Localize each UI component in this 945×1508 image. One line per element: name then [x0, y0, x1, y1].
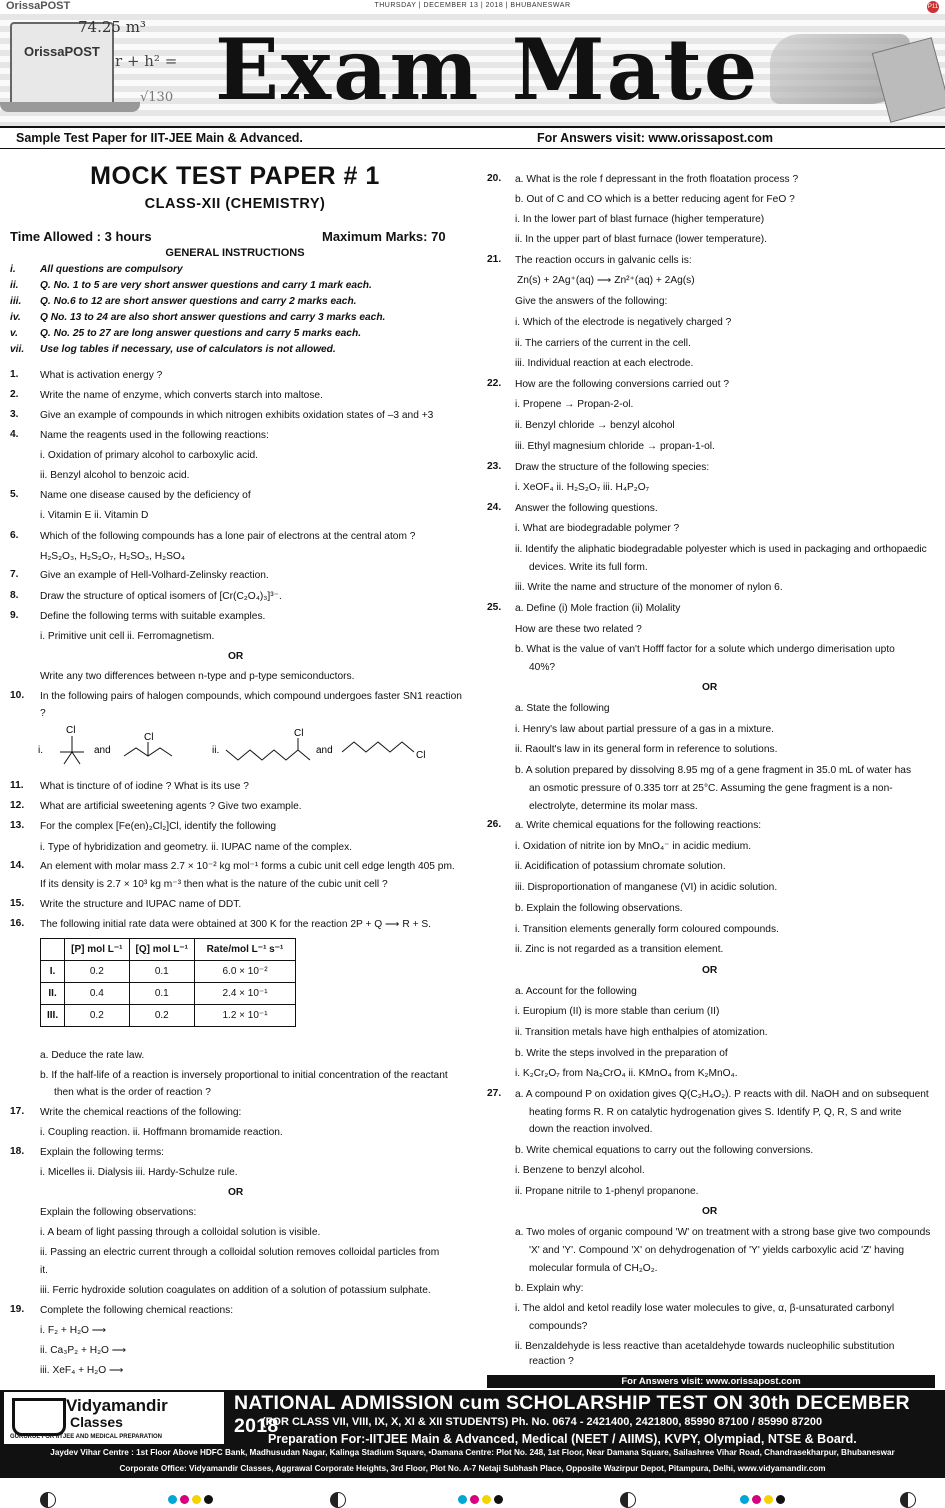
- color-swatch-icon: [180, 1495, 189, 1504]
- question-text: Write the structure and IUPAC name of DDT.: [40, 899, 242, 910]
- question-number: 6.: [10, 530, 19, 541]
- question-text: i. The aldol and ketol readily lose water molecules to give, α, β-unsaturated carbonyl: [515, 1303, 895, 1314]
- question-number: 18.: [10, 1146, 25, 1157]
- question-number: 16.: [10, 918, 25, 929]
- table-cell: II.: [41, 983, 65, 1005]
- question-number: 3.: [10, 409, 19, 420]
- subtitle-right: For Answers visit: www.orissapost.com: [537, 131, 773, 145]
- color-swatch-icon: [204, 1495, 213, 1504]
- question-text: i. Transition elements generally form coloured compounds.: [515, 924, 779, 935]
- question-number: 13.: [10, 820, 25, 831]
- instruction-text: All questions are compulsory: [40, 264, 183, 275]
- question-text: down the reaction involved.: [529, 1124, 653, 1135]
- question-number: 11.: [10, 780, 24, 791]
- exam-mate-banner: [0, 14, 945, 126]
- table-cell: 1.2 × 10⁻¹: [195, 1005, 296, 1027]
- question-text: an osmotic pressure of 0.335 torr at 25°C. Assuming the gene fragment is a non-: [529, 783, 893, 794]
- question-text: Write any two differences between n-type and p-type semiconductors.: [40, 671, 355, 682]
- question-text: molecular formula of CH₂O₂.: [529, 1263, 658, 1274]
- color-swatch-icon: [494, 1495, 503, 1504]
- instruction-number: i.: [10, 264, 16, 275]
- question-text: ii. Benzyl alcohol to benzoic acid.: [40, 470, 190, 481]
- question-text: i. Which of the electrode is negatively charged ?: [515, 317, 732, 328]
- rate-data-table: [40, 938, 296, 1027]
- laptop-base-icon: [0, 102, 140, 112]
- question-text: electrolyte, determine its molar mass.: [529, 801, 698, 812]
- question-text: ii. Benzyl chloride → benzyl alcohol: [515, 420, 675, 431]
- question-number: 21.: [487, 254, 502, 265]
- vidyamandir-logo: [4, 1392, 224, 1444]
- class-subject: CLASS-XII (CHEMISTRY): [144, 196, 326, 212]
- subtitle-left: Sample Test Paper for IIT-JEE Main & Advanced.: [16, 131, 303, 145]
- top-strip: [0, 0, 945, 14]
- table-cell: III.: [41, 1005, 65, 1027]
- question-text: i. In the lower part of blast furnace (higher temperature): [515, 214, 765, 225]
- question-number: 9.: [10, 610, 19, 621]
- ad-classes-phone: (FOR CLASS VII, VIII, IX, X, XI & XII STUDENTS) Ph. No. 0674 - 2421400, 2421800, 85990 87100 / 85990 87200: [262, 1416, 823, 1428]
- instruction-number: v.: [10, 328, 18, 339]
- question-text: 40%?: [529, 662, 556, 673]
- question-number: 27.: [487, 1088, 502, 1099]
- question-text: i. XeOF₄ ii. H₂S₂O₇ iii. H₄P₂O₇: [515, 482, 650, 493]
- secondary-alkyl-chloride-structure: [226, 738, 310, 760]
- q10-label: i.: [38, 745, 43, 756]
- table-row: [41, 983, 296, 1005]
- subtitle-bar: [0, 126, 945, 149]
- primary-alkyl-chloride-structure: [342, 742, 414, 752]
- instruction-number: vii.: [10, 344, 25, 355]
- question-text: An element with molar mass 2.7 × 10⁻² kg mol⁻¹ forms a cubic unit cell edge length 405 pm.: [40, 861, 455, 872]
- question-text: Zn(s) + 2Ag⁺(aq) ⟶ Zn²⁺(aq) + 2Ag(s): [517, 275, 695, 286]
- brand-name: Vidyamandir: [66, 1396, 168, 1415]
- table-header-cell: Rate/mol L⁻¹ s⁻¹: [195, 939, 296, 961]
- question-number: 15.: [10, 898, 25, 909]
- ad-address: Jaydev Vihar Centre : 1st Floor Above HDFC Bank, Madhusudan Nagar, Kalinga Stadium Square, •Damana Centre: Plot No. 248, 1st Floor, Near Damana Square, Sailashree Vihar Road, Chandrasekharpur, Bhubaneswar: [50, 1448, 895, 1457]
- question-text: b. Explain the following observations.: [515, 903, 683, 914]
- question-text: Name the reagents used in the following reactions:: [40, 430, 269, 441]
- q10-label: ii.: [212, 745, 220, 756]
- question-text: iii. Disproportionation of manganese (VI) in acidic solution.: [515, 882, 778, 893]
- question-text: b. What is the value of van't Hofff factor for a solute which undergo dimerisation upto: [515, 644, 895, 655]
- question-text: b. Write the steps involved in the preparation of: [515, 1048, 728, 1059]
- registration-target-icon: [330, 1492, 346, 1508]
- question-text: a. State the following: [515, 703, 610, 714]
- question-text: iii. XeF₄ + H₂O ⟶: [40, 1365, 124, 1376]
- question-text: Explain the following observations:: [40, 1207, 197, 1218]
- table-cell: 0.1: [129, 983, 195, 1005]
- question-text: i. K₂Cr₂O₇ from Na₂CrO₄ ii. KMnO₄ from K₂MnO₄.: [515, 1068, 738, 1079]
- instruction-text: Q. No. 1 to 5 are very short answer questions and carry 1 mark each.: [40, 280, 372, 291]
- question-text: i. Oxidation of nitrite ion by MnO₄⁻ in acidic medium.: [515, 841, 752, 852]
- color-swatch-icon: [470, 1495, 479, 1504]
- table-cell: 2.4 × 10⁻¹: [195, 983, 296, 1005]
- question-number: 22.: [487, 378, 502, 389]
- question-text: Answer the following questions.: [515, 503, 658, 514]
- table-cell: 0.2: [65, 961, 129, 983]
- question-number: 2.: [10, 389, 19, 400]
- question-text: it.: [40, 1265, 48, 1276]
- color-swatch-icon: [168, 1495, 177, 1504]
- question-text: What is activation energy ?: [40, 370, 163, 381]
- question-text: i. Micelles ii. Dialysis iii. Hardy-Schulze rule.: [40, 1167, 238, 1178]
- question-text: ii. Identify the aliphatic biodegradable polyester which is used in packaging and orthopaedic: [515, 544, 927, 555]
- table-header-cell: [P] mol L⁻¹: [65, 939, 129, 961]
- question-text: For the complex [Fe(en)₂Cl₂]Cl, identify the following: [40, 821, 277, 832]
- question-text: heating forms R. R on catalytic hydrogenation gives S. Identify P, Q, R, S and write: [529, 1107, 902, 1118]
- question-text: a. What is the role f depressant in the froth floatation process ?: [515, 174, 799, 185]
- question-text: OR: [702, 1206, 718, 1217]
- question-text: then what is the order of reaction ?: [54, 1087, 211, 1098]
- color-swatch-icon: [764, 1495, 773, 1504]
- question-number: 8.: [10, 590, 19, 601]
- paper-title: MOCK TEST PAPER # 1: [90, 162, 380, 190]
- question-text: Define the following terms with suitable examples.: [40, 611, 266, 622]
- question-text: The following initial rate data were obtained at 300 K for the reaction 2P + Q ⟶ R + S.: [40, 919, 432, 930]
- color-swatch-icon: [458, 1495, 467, 1504]
- question-text: i. F₂ + H₂O ⟶: [40, 1325, 107, 1336]
- question-text: devices. Write its full form.: [529, 562, 648, 573]
- question-text: a. Account for the following: [515, 986, 637, 997]
- question-text: a. Two moles of organic compound 'W' on treatment with a strong base give two compounds: [515, 1227, 931, 1238]
- question-text: Give the answers of the following:: [515, 296, 668, 307]
- question-text: a. Define (i) Mole fraction (ii) Molality: [515, 603, 681, 614]
- question-number: 26.: [487, 819, 502, 830]
- question-text: What is tincture of of iodine ? What is its use ?: [40, 781, 249, 792]
- chlorine-label: Cl: [144, 732, 154, 743]
- question-number: 7.: [10, 569, 19, 580]
- q10-label: and: [316, 745, 333, 756]
- question-text: iii. Write the name and structure of the monomer of nylon 6.: [515, 582, 783, 593]
- question-text: b. Explain why:: [515, 1283, 584, 1294]
- question-number: 17.: [10, 1106, 25, 1117]
- question-text: iii. Ethyl magnesium chloride → propan-1-ol.: [515, 441, 715, 452]
- color-swatch-icon: [776, 1495, 785, 1504]
- question-number: 19.: [10, 1304, 25, 1315]
- color-swatch-icon: [482, 1495, 491, 1504]
- question-text: Explain the following terms:: [40, 1147, 165, 1158]
- registration-target-icon: [620, 1492, 636, 1508]
- question-text: Give an example of Hell-Volhard-Zelinsky reaction.: [40, 570, 269, 581]
- table-row: [41, 1005, 296, 1027]
- time-allowed: Time Allowed : 3 hours: [10, 229, 152, 244]
- question-text: ii. Raoult's law in its general form in reference to solutions.: [515, 744, 778, 755]
- question-text: i. Vitamin E ii. Vitamin D: [40, 510, 149, 521]
- question-text: Complete the following chemical reactions:: [40, 1305, 234, 1316]
- question-text: Give an example of compounds in which nitrogen exhibits oxidation states of –3 and +3: [40, 410, 434, 421]
- question-text: If its density is 2.7 × 10³ kg m⁻³ then what is the nature of the cubic unit cell ?: [40, 879, 388, 890]
- table-cell: 0.4: [65, 983, 129, 1005]
- question-text: ii. Propane nitrile to 1-phenyl propanone.: [515, 1186, 699, 1197]
- question-text: ii. Acidification of potassium chromate solution.: [515, 861, 726, 872]
- question-number: 25.: [487, 602, 502, 613]
- instruction-text: Q. No.6 to 12 are short answer questions and carry 2 marks each.: [40, 296, 357, 307]
- tert-butyl-chloride-structure: [60, 736, 84, 764]
- question-text: ii. Ca₃P₂ + H₂O ⟶: [40, 1345, 127, 1356]
- answers-bar: For Answers visit: www.orissapost.com: [487, 1375, 935, 1388]
- instruction-number: iv.: [10, 312, 21, 323]
- question-text: ii. In the upper part of blast furnace (lower temperature).: [515, 234, 767, 245]
- question-number: 14.: [10, 860, 25, 871]
- question-number: 10.: [10, 690, 25, 701]
- question-number: 12.: [10, 800, 25, 811]
- question-text: i. Type of hybridization and geometry. ii. IUPAC name of the complex.: [40, 842, 352, 853]
- question-text: In the following pairs of halogen compounds, which compound undergoes faster SN1 reaction: [40, 691, 462, 702]
- question-text: i. Coupling reaction. ii. Hoffmann bromamide reaction.: [40, 1127, 283, 1138]
- chlorine-label: Cl: [66, 725, 76, 736]
- ad-headline: NATIONAL ADMISSION cum SCHOLARSHIP TEST ON 30th DECEMBER 2018: [234, 1392, 910, 1437]
- question-text: i. Benzene to benzyl alcohol.: [515, 1165, 645, 1176]
- question-text: i. Henry's law about partial pressure of a gas in a mixture.: [515, 724, 775, 735]
- question-text: How are these two related ?: [515, 624, 642, 635]
- maximum-marks: Maximum Marks: 70: [322, 229, 446, 244]
- question-text: What are artificial sweetening agents ? Give two example.: [40, 801, 302, 812]
- table-header-cell: [41, 939, 65, 961]
- question-text: a. Write chemical equations for the following reactions:: [515, 820, 762, 831]
- question-text: OR: [228, 1187, 244, 1198]
- question-text: The reaction occurs in galvanic cells is:: [515, 255, 692, 266]
- question-text: i. A beam of light passing through a colloidal solution is visible.: [40, 1227, 321, 1238]
- edition-date: THURSDAY | DECEMBER 13 | 2018 | BHUBANESWAR: [374, 2, 571, 9]
- brand-tagline: GURUKUL FOR IITJEE AND MEDICAL PREPARATION: [10, 1434, 163, 1440]
- question-text: How are the following conversions carried out ?: [515, 379, 730, 390]
- question-text: Which of the following compounds has a lone pair of electrons at the central atom ?: [40, 531, 416, 542]
- calculator-icon: [872, 37, 945, 123]
- question-text: i. What are biodegradable polymer ?: [515, 523, 680, 534]
- instructions-title: GENERAL INSTRUCTIONS: [165, 247, 305, 259]
- question-text: ?: [40, 708, 46, 719]
- question-text: ii. Transition metals have high enthalpies of atomization.: [515, 1027, 768, 1038]
- question-text: b. Out of C and CO which is a better reducing agent for FeO ?: [515, 194, 795, 205]
- table-cell: I.: [41, 961, 65, 983]
- question-text: i. Primitive unit cell ii. Ferromagnetism.: [40, 631, 215, 642]
- table-row: [41, 961, 296, 983]
- color-swatch-icon: [192, 1495, 201, 1504]
- question-text: iii. Ferric hydroxide solution coagulates on addition of a solution of potassium sulphate.: [40, 1285, 431, 1296]
- question-text: b. If the half-life of a reaction is inversely proportional to initial concentration of the reactant: [40, 1070, 448, 1081]
- chlorine-label: Cl: [416, 750, 426, 761]
- registration-target-icon: [900, 1492, 916, 1508]
- instruction-number: ii.: [10, 280, 19, 291]
- question-text: compounds?: [529, 1321, 588, 1332]
- question-text: OR: [702, 682, 718, 693]
- instruction-number: iii.: [10, 296, 22, 307]
- question-text: 'X' and 'Y'. Compound 'X' on dehydrogenation of 'Y' yields carboxylic acid 'Z' having: [529, 1245, 905, 1256]
- question-number: 4.: [10, 429, 19, 440]
- registration-target-icon: [40, 1492, 56, 1508]
- chlorine-label: Cl: [294, 728, 304, 739]
- q10-label: and: [94, 745, 111, 756]
- vidyamandir-advert: [0, 1390, 945, 1478]
- question-text: Write the chemical reactions of the following:: [40, 1107, 242, 1118]
- question-text: Write the name of enzyme, which converts starch into maltose.: [40, 390, 323, 401]
- question-number: 24.: [487, 502, 502, 513]
- question-text: i. Propene → Propan-2-ol.: [515, 399, 634, 410]
- banner-formula: √130: [140, 90, 174, 105]
- masthead-logo: OrissaPOST: [6, 0, 71, 12]
- brand-name: Classes: [70, 1414, 123, 1430]
- question-number: 1.: [10, 369, 19, 380]
- table-cell: 6.0 × 10⁻²: [195, 961, 296, 983]
- question-text: i. Oxidation of primary alcohol to carboxylic acid.: [40, 450, 258, 461]
- question-text: a. Deduce the rate law.: [40, 1050, 145, 1061]
- table-cell: 0.1: [129, 961, 195, 983]
- question-text: OR: [228, 651, 244, 662]
- question-text: H₂S₂O₃, H₂S₂O₇, H₂SO₃, H₂SO₄: [40, 551, 185, 562]
- secondary-chloride-structure: [124, 742, 172, 756]
- question-number: 20.: [487, 173, 502, 184]
- ad-preparation: Preparation For:-IITJEE Main & Advanced, Medical (NEET / AIIMS), KVPY, Olympiad, NTSE & Board.: [268, 1432, 857, 1446]
- question-text: i. Europium (II) is more stable than cerium (II): [515, 1006, 720, 1017]
- question-text: ii. Zinc is not regarded as a transition element.: [515, 944, 724, 955]
- question-text: a. A compound P on oxidation gives Q(C₂H₄O₂). P reacts with dil. NaOH and on subsequent: [515, 1089, 929, 1100]
- instruction-text: Use log tables if necessary, use of calculators is not allowed.: [40, 344, 336, 355]
- banner-title: Exam Mate: [215, 20, 760, 119]
- question-text: OR: [702, 965, 718, 976]
- color-swatch-icon: [752, 1495, 761, 1504]
- table-cell: 0.2: [129, 1005, 195, 1027]
- laptop-screen-logo: OrissaPOST: [24, 44, 100, 59]
- question-text: Name one disease caused by the deficiency of: [40, 490, 251, 501]
- question-text: Draw the structure of optical isomers of [Cr(C₂O₄)₃]³⁻.: [40, 591, 282, 602]
- question-text: ii. Passing an electric current through a colloidal solution removes colloidal particles from: [40, 1247, 440, 1258]
- question-text: Draw the structure of the following species:: [515, 462, 710, 473]
- question-text: b. A solution prepared by dissolving 8.95 mg of a gene fragment in 35.0 mL of water has: [515, 765, 912, 776]
- question-number: 5.: [10, 489, 19, 500]
- page-number-badge: P11: [927, 1, 939, 13]
- question-text: ii. Benzaldehyde is less reactive than acetaldehyde towards nucleophilic substitution: [515, 1341, 895, 1352]
- instruction-text: Q. No. 25 to 27 are long answer questions and carry 5 marks each.: [40, 328, 362, 339]
- banner-formula: r + h² =: [115, 52, 178, 70]
- table-header-cell: [Q] mol L⁻¹: [129, 939, 195, 961]
- q10-structures: [36, 722, 456, 772]
- ad-corporate-address: Corporate Office: Vidyamandir Classes, Aggrawal Corporate Heights, 3rd Floor, Plot No. A-7 Netaji Subhash Place, Opposite Wazirpur Depot, Pitampura, Delhi, www.vidyamandir.com: [119, 1464, 826, 1473]
- question-text: iii. Individual reaction at each electrode.: [515, 358, 694, 369]
- banner-formula: 74.25 m³: [78, 18, 146, 36]
- question-text: reaction ?: [529, 1356, 574, 1367]
- color-swatch-icon: [740, 1495, 749, 1504]
- table-cell: 0.2: [65, 1005, 129, 1027]
- question-text: ii. The carriers of the current in the cell.: [515, 338, 691, 349]
- instruction-text: Q No. 13 to 24 are also short answer questions and carry 3 marks each.: [40, 312, 386, 323]
- open-book-icon: [12, 1398, 66, 1436]
- question-number: 23.: [487, 461, 502, 472]
- question-text: b. Write chemical equations to carry out the following conversions.: [515, 1145, 814, 1156]
